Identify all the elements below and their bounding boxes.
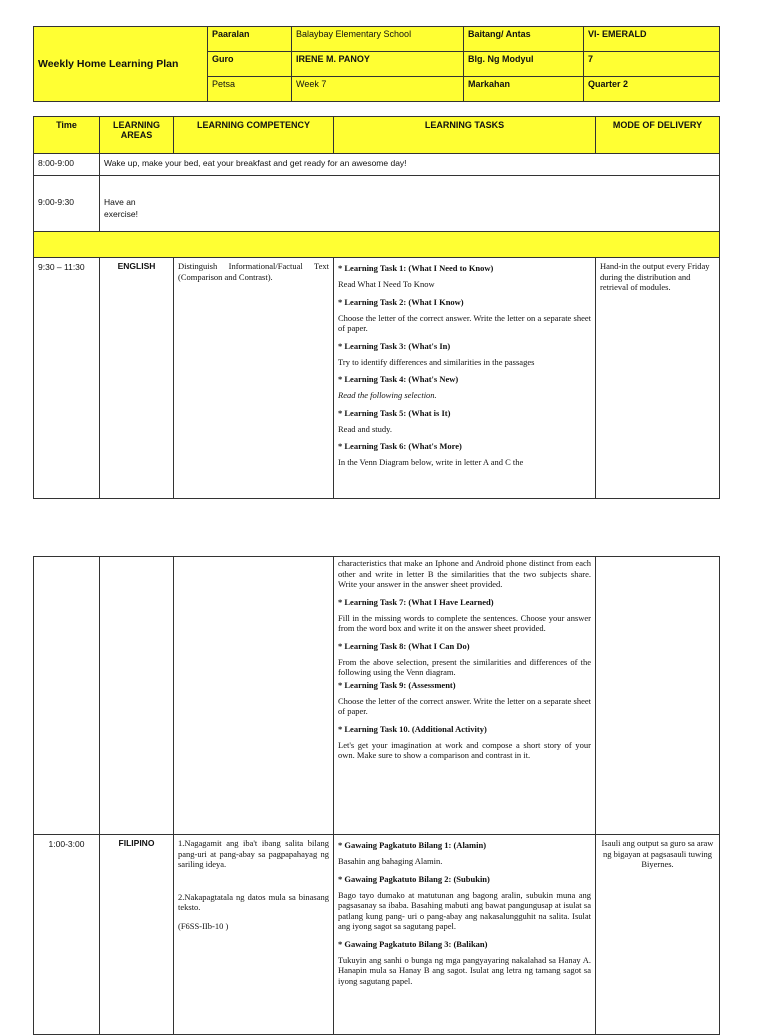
task-title: * Learning Task 9: (Assessment) <box>338 679 456 690</box>
school-value: Balaybay Elementary School <box>292 27 464 52</box>
task-desc: Fill in the missing words to complete the sentences. Choose your answer from the word box and write it on the answer sheet provided. <box>338 612 591 633</box>
plan-table-page2 <box>33 556 720 1035</box>
plan-table-page1 <box>33 116 720 499</box>
teacher-label: Guro <box>208 52 292 77</box>
routine-text: Wake up, make your bed, eat your breakfast and get ready for an awesome day! <box>100 154 720 176</box>
task-title: * Learning Task 4: (What's New) <box>338 374 459 384</box>
task-desc: From the above selection, present the similarities and differences of the following using the Venn diagram. <box>338 656 591 677</box>
col-header-mode: MODE OF DELIVERY <box>596 117 720 154</box>
quarter-label: Markahan <box>464 77 584 102</box>
tasks-cell <box>334 557 596 835</box>
task-desc: Try to identify differences and similarities in the passages <box>338 356 535 367</box>
school-label: Paaralan <box>208 27 292 52</box>
task-title: * Learning Task 1: (What I Need to Know) <box>338 263 494 273</box>
task-desc: Choose the letter of the correct answer. Write the letter on a separate sheet of paper. <box>338 312 591 333</box>
task-title: * Gawaing Pagkatuto Bilang 3: (Balikan) <box>338 938 488 949</box>
task-title: * Learning Task 10. (Additional Activity) <box>338 723 487 734</box>
col-header-time: Time <box>34 117 100 154</box>
time-cell: 9:30 – 11:30 <box>34 258 100 499</box>
task-title: * Gawaing Pagkatuto Bilang 2: (Subukin) <box>338 873 490 884</box>
task-desc: Read the following selection. <box>338 390 437 400</box>
tasks-cell <box>334 258 596 499</box>
break-row <box>34 232 720 258</box>
task-title: * Learning Task 5: (What is It) <box>338 407 451 418</box>
module-no-label: Blg. Ng Modyul <box>464 52 584 77</box>
task-desc: Tukuyin ang sanhi o bunga ng mga pangyayaring nakalahad sa Hanay A. Hanapin mula sa Hanay B ang sagot. Isulat ang letra ng tamang sagot sa iyong sagutang papel. <box>338 954 591 986</box>
task-desc: In the Venn Diagram below, write in letter A and C the <box>338 457 524 467</box>
task-desc: Read What I Need To Know <box>338 279 435 289</box>
plan-title: Weekly Home Learning Plan <box>34 27 208 102</box>
routine-text: Have an exercise! <box>104 197 139 219</box>
task-title: * Learning Task 7: (What I Have Learned) <box>338 596 494 607</box>
module-no-value: 7 <box>584 52 720 77</box>
competency-cell <box>174 835 334 1035</box>
tasks-cell <box>334 835 596 1035</box>
mode-text: Hand-in the output every Friday during the distribution and retrieval of modules. <box>596 258 720 499</box>
task-title: * Learning Task 3: (What's In) <box>338 340 451 351</box>
task-desc: Read and study. <box>338 423 392 434</box>
header-table <box>33 26 720 102</box>
task-desc: Basahin ang bahaging Alamin. <box>338 856 443 866</box>
competency-code: (F6SS-IIb-10 ) <box>178 920 229 931</box>
task-desc-continued: characteristics that make an Iphone and Android phone distinct from each other and write in letter B the similarities that the two subjects share. Write your answer in the answer sheet provided. <box>338 558 591 589</box>
time-cell: 9:00-9:30 <box>34 176 100 232</box>
date-value: Week 7 <box>292 77 464 102</box>
task-title: * Learning Task 2: (What I Know) <box>338 296 464 307</box>
task-desc: Let's get your imagination at work and compose a short story of your own. Make sure to show a comparison and contrast in it. <box>338 739 591 760</box>
mode-text: Isauli ang output sa guro sa araw ng bigayan at pagsasauli tuwing Biyernes. <box>596 835 720 1035</box>
learning-area: FILIPINO <box>100 835 174 1035</box>
teacher-value: IRENE M. PANOY <box>292 52 464 77</box>
task-title: * Gawaing Pagkatuto Bilang 1: (Alamin) <box>338 840 487 850</box>
task-title: * Learning Task 6: (What's More) <box>338 441 462 451</box>
task-desc: Bago tayo dumako at matutunan ang bagong aralin, subukin muna ang pagsasanay sa ibaba. Basahing mabuti ang bawat pangungusap at isulat sa patlang kung pang- uri o pang-abay ang nakasalungguhit na salita. Isulat ang iyong sagot sa sagutang papel. <box>338 889 591 931</box>
time-cell: 1:00-3:00 <box>34 835 100 1035</box>
col-header-areas: LEARNING AREAS <box>100 117 174 154</box>
grade-value: VI- EMERALD <box>584 27 720 52</box>
competency-text: 2.Nakapagtatala ng datos mula sa binasang teksto. <box>178 891 329 912</box>
competency-text: Distinguish Informational/Factual Text (Comparison and Contrast). <box>174 258 334 499</box>
col-header-tasks: LEARNING TASKS <box>334 117 596 154</box>
time-cell: 8:00-9:00 <box>34 154 100 176</box>
competency-text: 1.Nagagamit ang iba't ibang salita bilang pang-uri at pang-abay sa pagpapahayag ng sariling ideya. <box>178 838 329 869</box>
quarter-value: Quarter 2 <box>584 77 720 102</box>
col-header-competency: LEARNING COMPETENCY <box>174 117 334 154</box>
task-desc: Choose the letter of the correct answer. Write the letter on a separate sheet of paper. <box>338 695 591 716</box>
date-label: Petsa <box>208 77 292 102</box>
grade-label: Baitang/ Antas <box>464 27 584 52</box>
learning-area: ENGLISH <box>100 258 174 499</box>
task-title: * Learning Task 8: (What I Can Do) <box>338 640 470 651</box>
